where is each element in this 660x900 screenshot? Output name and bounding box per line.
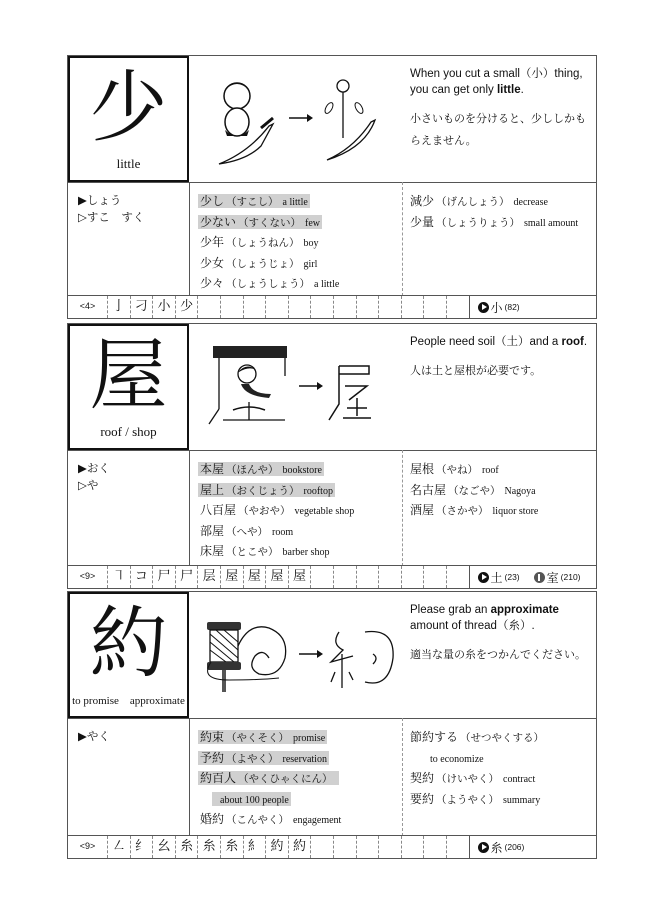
stroke-cell xyxy=(447,296,470,318)
vocab-kanji: 屋上 xyxy=(200,482,225,497)
stroke-cell: 糸 xyxy=(221,836,244,858)
vocab-reading: （すこし） xyxy=(226,196,279,208)
stroke-cell xyxy=(311,836,334,858)
vocab-meaning: contract xyxy=(503,774,536,785)
card-header xyxy=(68,56,596,183)
vocab-reading: （なごや） xyxy=(448,484,501,497)
related-kanji: 土 xyxy=(490,570,503,585)
dotted-divider xyxy=(402,718,403,836)
vocab-item xyxy=(200,501,354,522)
page-number: (206) xyxy=(504,842,525,852)
vocab-meaning: a little xyxy=(282,197,308,208)
kanji-card-3 xyxy=(67,591,597,859)
vocab-item xyxy=(410,213,578,234)
related-kanji: 小 xyxy=(490,300,503,315)
vocab-reading: （おくじょう） xyxy=(226,484,300,497)
related-kanji-link[interactable] xyxy=(478,299,520,316)
stroke-cell xyxy=(334,296,357,318)
card-header xyxy=(68,592,596,719)
vocab-item xyxy=(200,233,339,254)
stroke-cell xyxy=(424,566,447,588)
vocab-reading: （ようやく） xyxy=(436,793,500,806)
play-icon xyxy=(478,572,489,583)
vocab-item xyxy=(410,460,538,481)
stroke-order-row xyxy=(68,295,596,318)
vocab-list-secondary xyxy=(410,728,548,810)
vocab-meaning: roof xyxy=(482,465,499,476)
kun-reading: ▷や xyxy=(78,478,99,492)
vocab-item xyxy=(200,213,339,234)
stroke-cell xyxy=(221,296,244,318)
vocab-meaning: reservation xyxy=(282,753,327,765)
related-kanji-link[interactable] xyxy=(478,569,520,586)
vocab-meaning: room xyxy=(272,526,294,538)
related-kanji-refs xyxy=(470,296,597,318)
mnemonic-story xyxy=(410,602,588,666)
page-number: (82) xyxy=(504,302,520,312)
vocab-item xyxy=(200,192,339,213)
vocab-meaning: barber shop xyxy=(282,547,330,558)
readings xyxy=(78,460,110,494)
dotted-divider xyxy=(402,182,403,296)
kanji-character: 屋 xyxy=(89,331,168,421)
vocab-meaning: girl xyxy=(303,258,318,270)
page-number: (23) xyxy=(504,572,520,582)
thread-spool-illustration-icon xyxy=(189,592,404,718)
vocab-item xyxy=(410,192,578,213)
stroke-cell: 屋 xyxy=(289,566,312,588)
vocab-item xyxy=(200,749,341,770)
vocab-reading: （こんやく） xyxy=(226,814,290,826)
stroke-cell xyxy=(266,296,289,318)
stroke-cell: 屋 xyxy=(266,566,289,588)
card-body xyxy=(68,718,596,836)
vocab-reading: （しょうしょう） xyxy=(226,278,311,290)
story-english: People need soil（土）and a roof. xyxy=(410,336,588,348)
vocab-item xyxy=(200,274,339,295)
vocab-reading: （よやく） xyxy=(226,752,279,765)
mnemonic-story xyxy=(410,66,588,152)
vocab-item xyxy=(200,522,354,543)
person-knife-illustration-icon xyxy=(189,56,404,182)
related-kanji-refs xyxy=(470,566,597,588)
vocab-kanji: 名古屋 xyxy=(410,482,447,497)
story-english: When you cut a small（小）thing, you can get only little. xyxy=(410,68,583,96)
stroke-cell xyxy=(379,836,402,858)
vocab-meaning: summary xyxy=(503,794,541,806)
vocab-item xyxy=(410,769,548,790)
stroke-cell xyxy=(357,836,380,858)
kanji-meaning: to promise approximate xyxy=(72,695,185,707)
stroke-cell: コ xyxy=(131,566,154,588)
vocab-reading: （やおや） xyxy=(238,505,291,517)
stroke-cell: 尸 xyxy=(176,566,199,588)
vocab-reading: （やくひゃくにん） xyxy=(238,773,333,785)
stroke-cell: 糹 xyxy=(244,836,267,858)
vocab-reading: （とこや） xyxy=(226,546,279,558)
kanji-character: 少 xyxy=(89,63,168,153)
stroke-cell xyxy=(402,296,425,318)
vocab-kanji: 減少 xyxy=(410,194,435,208)
stroke-cell: 屋 xyxy=(244,566,267,588)
stroke-cell xyxy=(447,836,470,858)
kanji-character: 約 xyxy=(89,599,168,689)
kanji-meaning: roof / shop xyxy=(100,424,157,439)
vocab-item xyxy=(200,460,354,481)
vocab-list-primary xyxy=(200,192,339,295)
stroke-cell xyxy=(402,836,425,858)
vocab-kanji: 床屋 xyxy=(200,544,225,558)
stroke-cell: 糸 xyxy=(198,836,221,858)
vocab-kanji: 本屋 xyxy=(200,462,225,476)
vocab-reading: （しょうりょう） xyxy=(436,216,521,229)
on-reading: ▶やく xyxy=(78,729,110,743)
on-reading: ▶おく xyxy=(78,461,110,475)
story-japanese: 適当な量の糸をつかんでください。 xyxy=(410,649,586,661)
vocab-list-primary xyxy=(200,460,354,563)
vocab-reading: （やね） xyxy=(436,464,479,476)
vocab-kanji: 要約 xyxy=(410,791,435,806)
vocab-item xyxy=(200,790,341,811)
vocab-item xyxy=(410,481,538,502)
vocab-item xyxy=(200,254,339,275)
vocab-item xyxy=(200,769,341,790)
stroke-cell xyxy=(244,296,267,318)
kun-reading: ▷すこ すく xyxy=(78,210,145,224)
vocab-kanji: 部屋 xyxy=(200,523,225,538)
vocab-reading: （けいやく） xyxy=(436,773,500,785)
vocab-meaning: Nagoya xyxy=(504,485,536,497)
vocab-kanji: 約束 xyxy=(200,730,225,744)
mnemonic-illustration xyxy=(189,324,404,450)
vocab-kanji: 少ない xyxy=(200,214,237,229)
on-reading: ▶しょう xyxy=(78,193,122,207)
vocab-kanji: 節約する xyxy=(410,730,459,744)
play-icon xyxy=(478,842,489,853)
vocab-meaning: few xyxy=(305,217,321,229)
vocab-item xyxy=(200,728,341,749)
related-kanji-refs xyxy=(470,836,597,858)
vocab-item xyxy=(200,542,354,563)
vocab-reading: （げんしょう） xyxy=(436,196,510,208)
vocab-kanji: 少量 xyxy=(410,214,435,229)
stroke-cell: 幺 xyxy=(153,836,176,858)
person-under-roof-illustration-icon xyxy=(189,324,404,450)
stroke-cell: 层 xyxy=(198,566,221,588)
vocab-reading: （すくない） xyxy=(238,216,302,229)
card-body xyxy=(68,450,596,566)
vocab-item xyxy=(410,790,548,811)
vocab-meaning: boy xyxy=(303,238,319,249)
stroke-cell: ㇕ xyxy=(108,566,131,588)
readings xyxy=(78,192,144,226)
vocab-kanji: 予約 xyxy=(200,750,225,765)
divider xyxy=(189,182,190,296)
vocab-item xyxy=(410,501,538,522)
stroke-cell xyxy=(289,296,312,318)
related-kanji: 糸 xyxy=(490,840,503,855)
stroke-cell xyxy=(334,566,357,588)
mnemonic-illustration xyxy=(189,56,404,182)
vocab-meaning: decrease xyxy=(513,197,548,208)
stroke-cell xyxy=(357,296,380,318)
story-japanese: 人は土と屋根が必要です。 xyxy=(410,365,542,377)
vocab-reading: （せつやくする） xyxy=(460,732,545,744)
stroke-cell xyxy=(447,566,470,588)
card-body xyxy=(68,182,596,296)
stroke-cell xyxy=(424,296,447,318)
vocab-meaning: vegetable shop xyxy=(294,506,355,517)
card-header xyxy=(68,324,596,451)
stroke-cell xyxy=(311,296,334,318)
kanji-card-1 xyxy=(67,55,597,319)
story-japanese: 小さいものを分けると、少ししかもらえません。 xyxy=(410,113,586,147)
vocab-meaning: to economize xyxy=(430,753,484,765)
divider xyxy=(189,450,190,566)
vocab-item xyxy=(200,810,341,831)
story-english: Please grab an approximate amount of thread（糸）. xyxy=(410,604,559,632)
vocab-list-secondary xyxy=(410,192,578,233)
kanji-box xyxy=(68,324,189,450)
stroke-cell: 亅 xyxy=(108,296,131,318)
vocab-reading: （ほんや） xyxy=(226,464,279,476)
vocab-kanji: 酒屋 xyxy=(410,503,435,517)
play-icon xyxy=(478,302,489,313)
kanji-card-2 xyxy=(67,323,597,589)
vocab-kanji: 婚約 xyxy=(200,812,225,826)
vocab-kanji: 契約 xyxy=(410,771,435,785)
kanji-meaning: little xyxy=(116,156,141,171)
stroke-cell: ㇜ xyxy=(108,836,131,858)
vocab-reading: （やくそく） xyxy=(226,732,290,744)
stroke-cell: 屋 xyxy=(221,566,244,588)
stroke-cell xyxy=(424,836,447,858)
stroke-cell xyxy=(379,566,402,588)
divider xyxy=(189,718,190,836)
vocab-reading: （へや） xyxy=(226,525,269,538)
kanji-box xyxy=(68,56,189,182)
vocab-meaning: liquor store xyxy=(492,506,539,517)
warning-icon xyxy=(534,572,545,583)
stroke-cell xyxy=(402,566,425,588)
vocab-list-primary xyxy=(200,728,341,831)
stroke-cell: 尸 xyxy=(153,566,176,588)
stroke-cell: 小 xyxy=(153,296,176,318)
stroke-cell xyxy=(198,296,221,318)
stroke-cell: 少 xyxy=(176,296,199,318)
stroke-count: <9> xyxy=(68,836,108,858)
stroke-cell xyxy=(357,566,380,588)
vocab-meaning: about 100 people xyxy=(220,794,289,806)
vocab-item xyxy=(200,481,354,502)
vocab-item xyxy=(410,749,548,770)
stroke-cell: 糸 xyxy=(176,836,199,858)
vocab-kanji: 少女 xyxy=(200,255,225,270)
vocab-kanji: 少年 xyxy=(200,235,225,249)
page-number: (210) xyxy=(560,572,581,582)
related-kanji: 室 xyxy=(546,570,559,585)
stroke-cell: 纟 xyxy=(131,836,154,858)
kanji-box xyxy=(68,592,189,718)
vocab-kanji: 八百屋 xyxy=(200,503,237,517)
vocab-reading: （しょうねん） xyxy=(226,237,300,249)
vocab-meaning: small amount xyxy=(524,217,579,229)
related-kanji-link[interactable] xyxy=(534,569,581,586)
vocab-reading: （さかや） xyxy=(436,505,489,517)
vocab-reading: （しょうじょ） xyxy=(226,257,300,270)
stroke-order-row xyxy=(68,835,596,858)
vocab-kanji: 屋根 xyxy=(410,462,435,476)
stroke-cell: 約 xyxy=(289,836,312,858)
vocab-meaning: a little xyxy=(314,279,340,290)
stroke-cell xyxy=(311,566,334,588)
stroke-cell xyxy=(334,836,357,858)
vocab-meaning: bookstore xyxy=(282,465,322,476)
vocab-meaning: promise xyxy=(293,733,326,744)
stroke-count: <4> xyxy=(68,296,108,318)
mnemonic-illustration xyxy=(189,592,404,718)
vocab-kanji: 少々 xyxy=(200,276,225,290)
stroke-cell xyxy=(379,296,402,318)
stroke-order-row xyxy=(68,565,596,588)
vocab-meaning: rooftop xyxy=(303,485,333,497)
vocab-item xyxy=(410,728,548,749)
stroke-count: <9> xyxy=(68,566,108,588)
vocab-kanji: 約百人 xyxy=(200,771,237,785)
vocab-meaning: engagement xyxy=(293,815,342,826)
readings xyxy=(78,728,110,745)
vocab-kanji: 少し xyxy=(200,194,225,208)
mnemonic-story xyxy=(410,334,588,382)
vocab-list-secondary xyxy=(410,460,538,522)
dotted-divider xyxy=(402,450,403,566)
stroke-cell: 刁 xyxy=(131,296,154,318)
related-kanji-link[interactable] xyxy=(478,839,525,856)
stroke-cell: 約 xyxy=(266,836,289,858)
